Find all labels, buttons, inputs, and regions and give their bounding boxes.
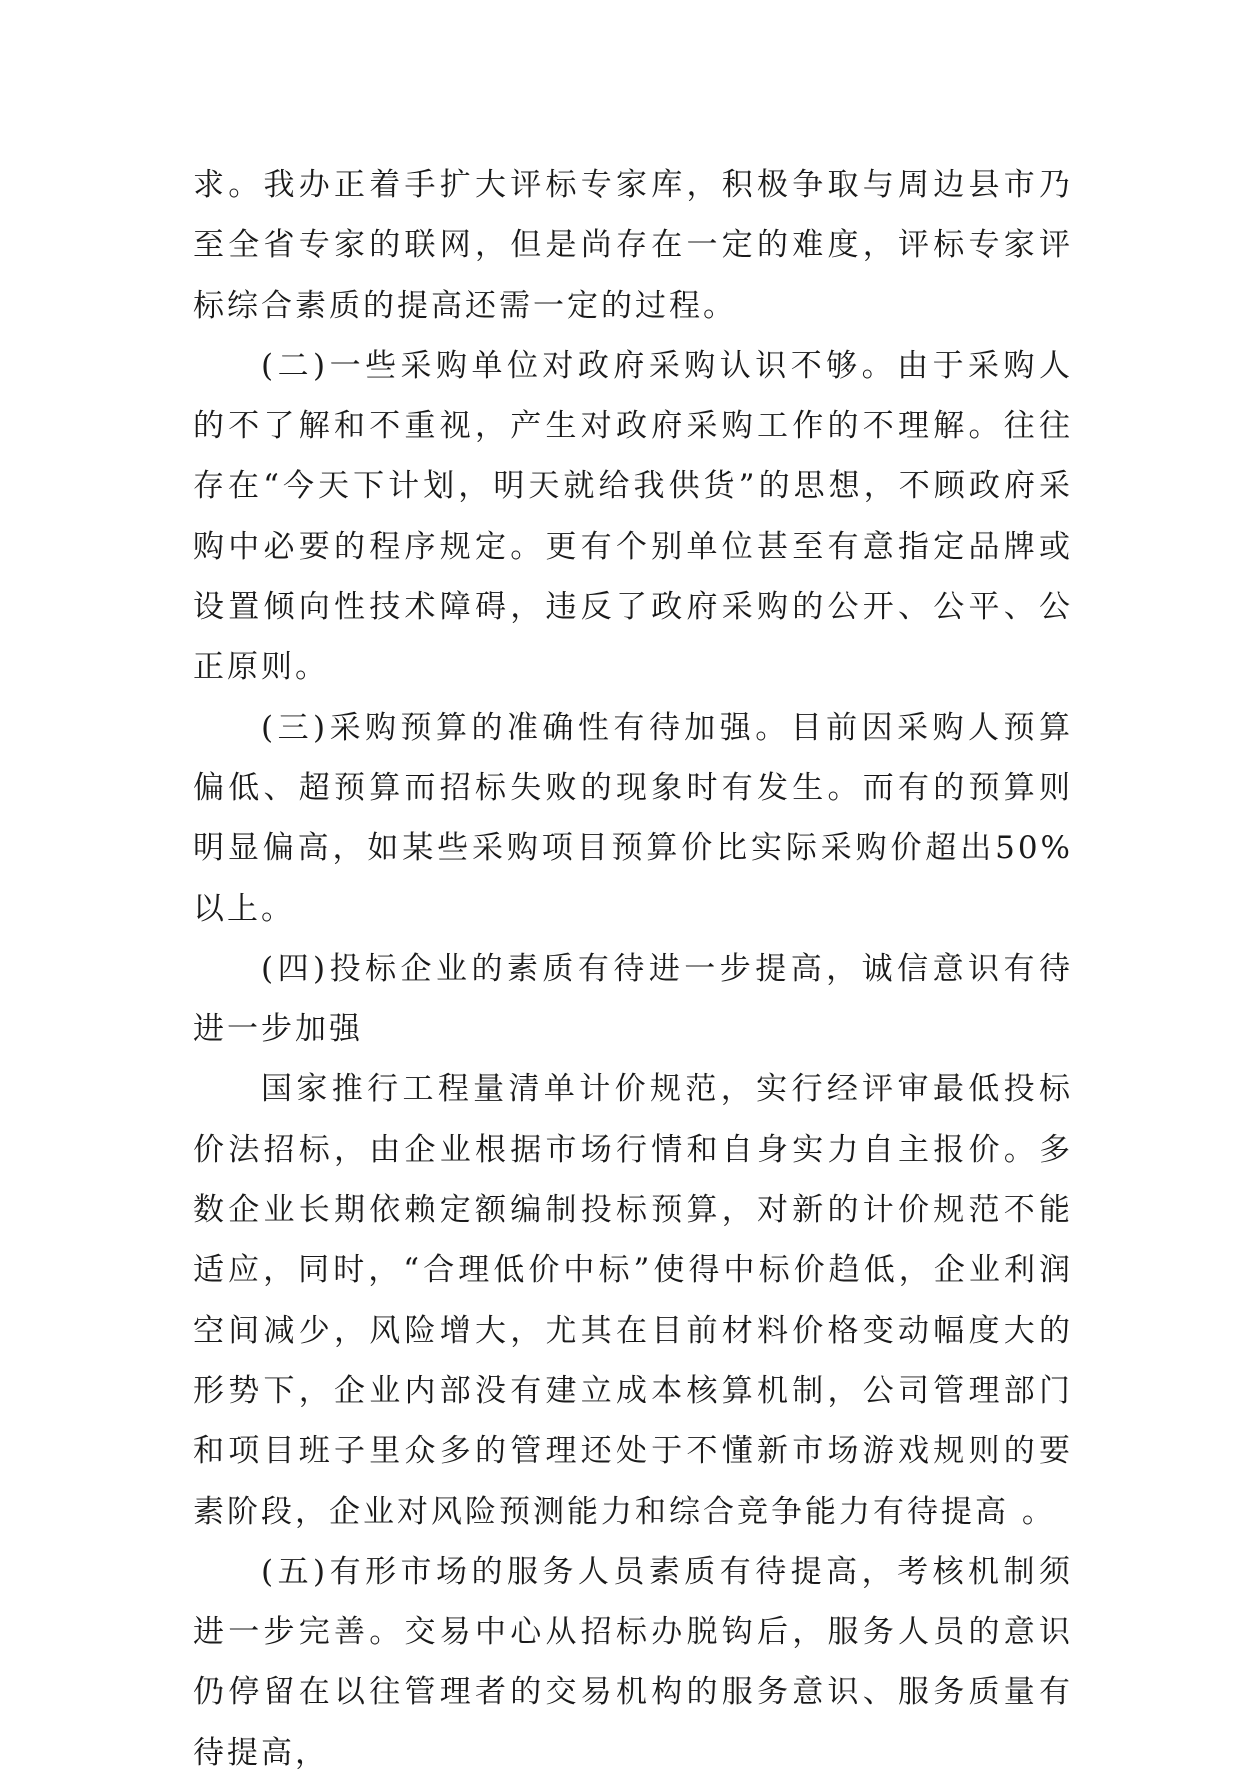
document-body [193,155,1073,1783]
paragraph-section-3: (三)采购预算的准确性有待加强。目前因采购人预算偏低、超预算而招标失败的现象时有发生。而有的预算则明显偏高，如某些采购项目预算价比实际采购价超出50%以上。 [193,709,1073,927]
paragraph-section-5: (五)有形市场的服务人员素质有待提高，考核机制须进一步完善。交易中心从招标办脱钩后，服务人员的意识仍停留在以往管理者的交易机构的服务意识、服务质量有待提高， [193,1553,1073,1771]
paragraph-section-4-heading: (四)投标企业的素质有待进一步提高，诚信意识有待进一步加强 [193,950,1073,1048]
paragraph-continuation: 求。我办正着手扩大评标专家库，积极争取与周边县市乃至全省专家的联网，但是尚存在一定的难度，评标专家评标综合素质的提高还需一定的过程。 [193,167,1073,324]
paragraph-section-4-body: 国家推行工程量清单计价规范，实行经评审最低投标价法招标，由企业根据市场行情和自身实力自主报价。多数企业长期依赖定额编制投标预算，对新的计价规范不能适应，同时，“合理低价中标”使得中标价趋低，企业利润空间减少，风险增大，尤其在目前材料价格变动幅度大的形势下，企业内部没有建立成本核算机制，公司管理部门和项目班子里众多的管理还处于不懂新市场游戏规则的要素阶段，企业对风险预测能力和综合竞争能力有待提高 。 [193,1071,1073,1530]
paragraph-section-2: (二)一些采购单位对政府采购认识不够。由于采购人的不了解和不重视，产生对政府采购工作的不理解。往往存在“今天下计划，明天就给我供货”的思想，不顾政府采购中必要的程序规定。更有个别单位甚至有意指定品牌或设置倾向性技术障碍，违反了政府采购的公开、公平、公正原则。 [193,347,1073,686]
